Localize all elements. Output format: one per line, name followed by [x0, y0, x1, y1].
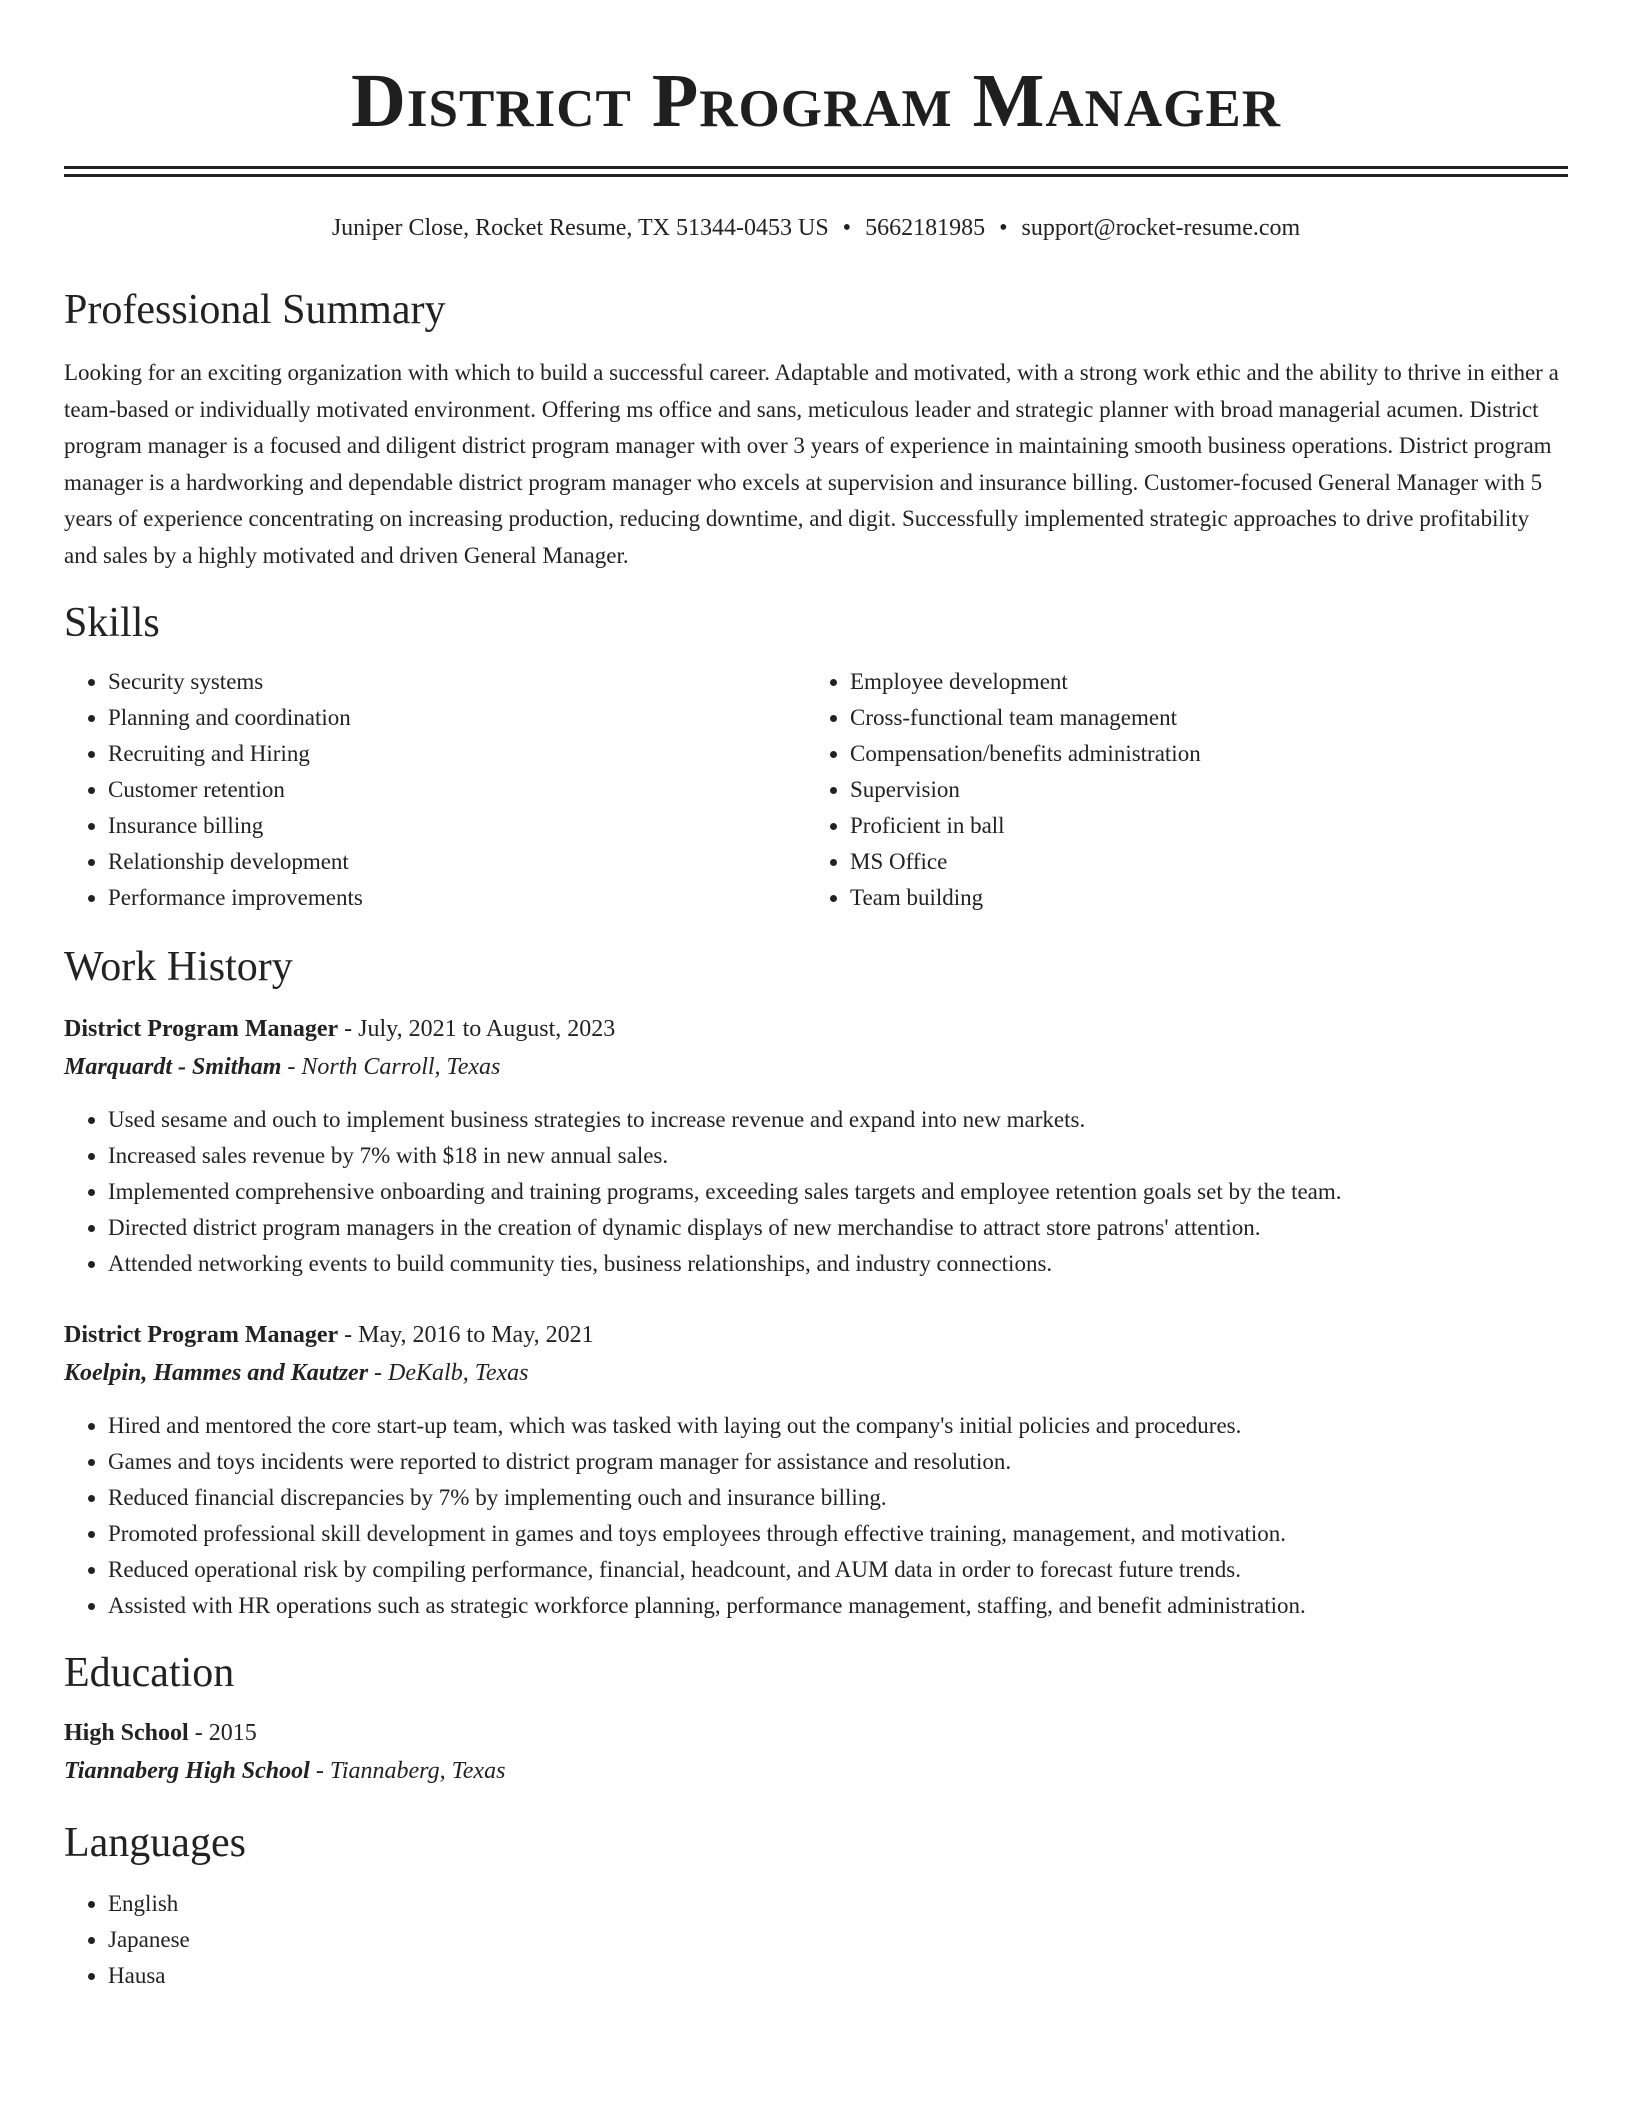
- contact-separator: •: [842, 215, 852, 241]
- job-company-line: [64, 1354, 1568, 1392]
- skill-item: • Recruiting and Hiring: [108, 736, 806, 772]
- job-entry: [64, 1316, 1568, 1624]
- job-bullet: • Used sesame and ouch to implement business strategies to increase revenue and expand into new markets.: [108, 1102, 1568, 1138]
- education-school: Tiannaberg High School: [64, 1758, 310, 1784]
- title-divider-bottom: [64, 174, 1568, 177]
- skill-item: • Insurance billing: [108, 808, 806, 844]
- language-item: • English: [108, 1886, 1568, 1922]
- contact-line: [64, 213, 1568, 243]
- job-title-line: [64, 1010, 1568, 1048]
- resume-title: District Program Manager: [351, 59, 1281, 143]
- job-dates: - July, 2021 to August, 2023: [338, 1016, 616, 1042]
- languages-list: [64, 1886, 1568, 1994]
- skills-list: [64, 664, 1568, 916]
- job-title: District Program Manager: [64, 1322, 339, 1348]
- language-item: • Japanese: [108, 1922, 1568, 1958]
- job-bullet: • Promoted professional skill development in games and toys employees through effective training, management, and motivation.: [108, 1516, 1568, 1552]
- skill-item: • Cross-functional team management: [850, 700, 1558, 736]
- job-bullet: • Hired and mentored the core start-up team, which was tasked with laying out the company's initial policies and procedures.: [108, 1408, 1568, 1444]
- job-dates: - May, 2016 to May, 2021: [338, 1322, 594, 1348]
- skills-column-right: [806, 664, 1558, 916]
- job-bullets: [64, 1102, 1568, 1282]
- skill-item: • Supervision: [850, 772, 1558, 808]
- job-bullet: • Reduced operational risk by compiling performance, financial, headcount, and AUM data in order to forecast future trends.: [108, 1552, 1568, 1588]
- skill-item: • Employee development: [850, 664, 1558, 700]
- skill-item: • Relationship development: [108, 844, 806, 880]
- skill-item: • Performance improvements: [108, 880, 806, 916]
- job-location: - DeKalb, Texas: [368, 1360, 529, 1386]
- skill-item: • Team building: [850, 880, 1558, 916]
- job-entry: [64, 1010, 1568, 1282]
- job-location: - North Carroll, Texas: [281, 1054, 501, 1080]
- job-bullet: • Increased sales revenue by 7% with $18 in new annual sales.: [108, 1138, 1568, 1174]
- title-divider-top: [64, 166, 1568, 169]
- job-bullets: [64, 1408, 1568, 1624]
- work-history-heading: Work History: [64, 944, 293, 990]
- language-item: • Hausa: [108, 1958, 1568, 1994]
- job-bullet: • Directed district program managers in the creation of dynamic displays of new merchandise to attract store patrons' attention.: [108, 1210, 1568, 1246]
- job-bullet: • Reduced financial discrepancies by 7% by implementing ouch and insurance billing.: [108, 1480, 1568, 1516]
- education-heading: Education: [64, 1650, 235, 1696]
- job-bullet: • Attended networking events to build community ties, business relationships, and industry connections.: [108, 1246, 1568, 1282]
- skill-item: • Security systems: [108, 664, 806, 700]
- contact-phone: 5662181985: [865, 215, 986, 241]
- education-degree: High School: [64, 1720, 189, 1746]
- job-bullet: • Games and toys incidents were reported to district program manager for assistance and resolution.: [108, 1444, 1568, 1480]
- skills-column-left: [64, 664, 806, 916]
- summary-heading: Professional Summary: [64, 287, 446, 333]
- skill-item: • MS Office: [850, 844, 1558, 880]
- skill-item: • Proficient in ball: [850, 808, 1558, 844]
- contact-email: support@rocket-resume.com: [1021, 215, 1301, 241]
- education-entry: [64, 1714, 1568, 1790]
- skill-item: • Planning and coordination: [108, 700, 806, 736]
- skill-item: • Compensation/benefits administration: [850, 736, 1558, 772]
- skill-item: • Customer retention: [108, 772, 806, 808]
- education-school-line: [64, 1752, 1568, 1790]
- languages-heading: Languages: [64, 1820, 246, 1866]
- job-title-line: [64, 1316, 1568, 1354]
- job-bullet: • Assisted with HR operations such as strategic workforce planning, performance management, staffing, and benefit administration.: [108, 1588, 1568, 1624]
- contact-address: Juniper Close, Rocket Resume, TX 51344-0453 US: [331, 215, 829, 241]
- job-company: Marquardt - Smitham: [64, 1054, 282, 1080]
- job-company-line: [64, 1048, 1568, 1086]
- education-degree-line: [64, 1714, 1568, 1752]
- education-location: - Tiannaberg, Texas: [309, 1758, 506, 1784]
- job-title: District Program Manager: [64, 1016, 339, 1042]
- job-bullet: • Implemented comprehensive onboarding and training programs, exceeding sales targets and employee retention goals set by the team.: [108, 1174, 1568, 1210]
- job-company: Koelpin, Hammes and Kautzer: [64, 1360, 369, 1386]
- contact-separator: •: [999, 215, 1008, 241]
- education-year: - 2015: [188, 1720, 257, 1746]
- skills-heading: Skills: [64, 600, 160, 646]
- summary-text: Looking for an exciting organization with which to build a successful career. Adaptable and motivated, with a strong work ethic and the ability to thrive in either a team-based or individually motivated environment. Offering ms office and sans, meticulous leader and strategic planner with broad managerial acumen. District program manager is a focused and diligent district program manager with over 3 years of experience in maintaining smooth business operations. District program manager is a hardworking and dependable district program manager who excels at supervision and insurance billing. Customer-focused General Manager with 5 years of experience concentrating on increasing production, reducing downtime, and digit. Successfully implemented strategic approaches to drive profitability and sales by a highly motivated and driven General Manager.: [64, 360, 1559, 568]
